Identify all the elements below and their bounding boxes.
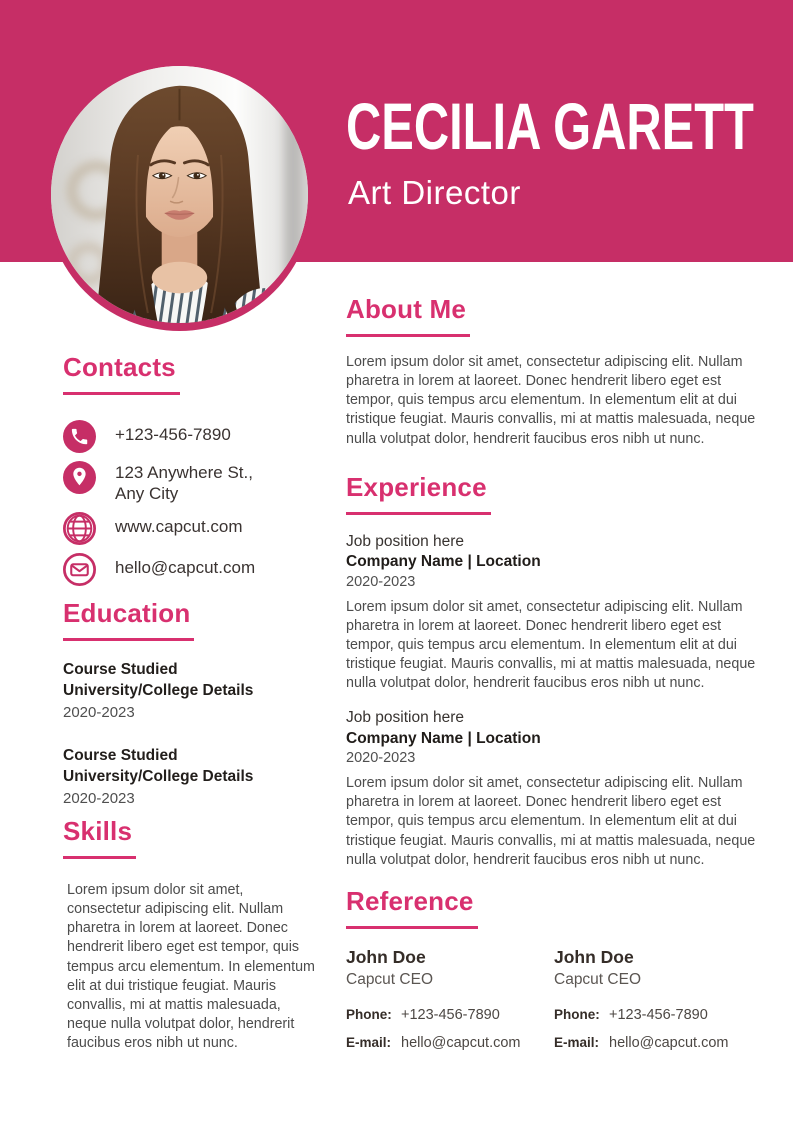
job-description: Lorem ipsum dolor sit amet, consectetur adipiscing elit. Nullam pharetra in lorem at laoreet. Donec hendrerit libero eget est tempor, quis tempus arcu elementum. In elementum elit at dui tristique feugiat. Mauris convallis, mi at mattis malesuada, neque nulla volutpat dolor, hendrerit faucibus eros nibh ut nunc. xyxy=(346,775,756,868)
globe-icon xyxy=(63,512,96,545)
job-years: 2020-2023 xyxy=(346,750,416,767)
email-label: E-mail: xyxy=(554,1035,600,1051)
education-school: University/College Details xyxy=(63,768,254,786)
email-value: hello@capcut.com xyxy=(609,1035,729,1052)
location-pin-icon xyxy=(63,461,96,494)
reference-email-row xyxy=(554,1032,760,1054)
experience-section xyxy=(346,472,760,870)
education-years: 2020-2023 xyxy=(63,703,135,721)
reference-name: John Doe xyxy=(346,947,426,967)
education-course: Course Studied xyxy=(63,746,178,764)
skills-section xyxy=(63,816,315,1053)
experience-job xyxy=(346,708,760,869)
about-section xyxy=(346,294,760,449)
contact-list xyxy=(63,420,315,586)
phone-label: Phone: xyxy=(554,1006,600,1022)
job-company: Company Name | Location xyxy=(346,729,541,747)
skills-heading: Skills xyxy=(63,816,136,859)
job-description: Lorem ipsum dolor sit amet, consectetur adipiscing elit. Nullam pharetra in lorem at laoreet. Donec hendrerit libero eget est tempor, quis tempus arcu elementum. In elementum elit at dui tristique feugiat. Mauris convallis, mi at mattis malesuada, neque nulla volutpat dolor, hendrerit faucibus eros nibh ut nunc. xyxy=(346,598,756,692)
reference-entry xyxy=(554,946,760,1060)
reference-role: Capcut CEO xyxy=(554,970,642,988)
contact-email-text: hello@capcut.com xyxy=(115,558,256,578)
contact-item-website xyxy=(63,512,315,545)
address-line-2: Any City xyxy=(115,483,179,503)
email-value: hello@capcut.com xyxy=(401,1035,521,1052)
phone-label: Phone: xyxy=(346,1006,392,1022)
about-heading: About Me xyxy=(346,294,470,337)
about-text: Lorem ipsum dolor sit amet, consectetur adipiscing elit. Nullam pharetra in lorem at laoreet. Donec hendrerit libero eget est tempor, quis tempus arcu elementum. In elementum elit at dui tristique feugiat. Mauris convallis, mi at mattis malesuada, neque nulla volutpat dolor, hendrerit faucibus eros nibh ut nunc. xyxy=(346,354,756,447)
contacts-section xyxy=(63,352,315,594)
reference-name: John Doe xyxy=(554,947,634,967)
contact-item-address xyxy=(63,461,315,504)
education-years: 2020-2023 xyxy=(63,789,135,807)
portrait-illustration xyxy=(51,66,308,323)
experience-heading: Experience xyxy=(346,472,491,515)
person-name-text: CECILIA GARETT xyxy=(346,89,754,163)
contact-item-email xyxy=(63,553,315,586)
phone-value: +123-456-7890 xyxy=(401,1006,500,1023)
reference-section xyxy=(346,886,760,1060)
contacts-heading: Contacts xyxy=(63,352,180,395)
reference-email-row xyxy=(346,1032,554,1054)
email-label: E-mail: xyxy=(346,1035,392,1051)
job-position: Job position here xyxy=(346,533,465,550)
education-entry xyxy=(63,659,315,723)
phone-icon xyxy=(63,420,96,453)
contact-website-text: www.capcut.com xyxy=(115,517,243,537)
contact-phone-text: +123-456-7890 xyxy=(115,425,231,444)
reference-heading: Reference xyxy=(346,886,478,929)
envelope-icon xyxy=(63,553,96,586)
person-name xyxy=(346,89,786,163)
profile-photo xyxy=(51,66,308,323)
profile-photo-ring xyxy=(46,64,313,331)
education-section xyxy=(63,598,315,809)
contact-address-text xyxy=(115,461,253,504)
education-course: Course Studied xyxy=(63,661,178,678)
job-position: Job position here xyxy=(346,709,465,727)
reference-entry xyxy=(346,946,554,1060)
person-job-title: Art Director xyxy=(348,174,521,211)
reference-role: Capcut CEO xyxy=(346,970,434,988)
reference-grid xyxy=(346,946,760,1060)
job-company: Company Name | Location xyxy=(346,553,541,571)
reference-details xyxy=(554,1004,760,1055)
reference-phone-row xyxy=(346,1004,554,1026)
reference-details xyxy=(346,1004,554,1055)
contact-item-phone xyxy=(63,420,315,453)
skills-text: Lorem ipsum dolor sit amet, consectetur adipiscing elit. Nullam pharetra in lorem at laoreet. Donec hendrerit libero eget est tempor, quis tempus arcu elementum. In elementum elit at dui tristique feugiat. Mauris convallis, mi at mattis malesuada, neque nulla volutpat dolor, hendrerit faucibus eros nibh ut nunc. xyxy=(67,882,315,1052)
phone-value: +123-456-7890 xyxy=(609,1006,708,1023)
experience-job xyxy=(346,532,760,693)
education-entry xyxy=(63,745,315,809)
education-heading: Education xyxy=(63,598,194,641)
reference-phone-row xyxy=(554,1004,760,1026)
job-years: 2020-2023 xyxy=(346,574,416,591)
education-school: University/College Details xyxy=(63,682,254,700)
address-line-1: 123 Anywhere St., xyxy=(115,463,253,482)
